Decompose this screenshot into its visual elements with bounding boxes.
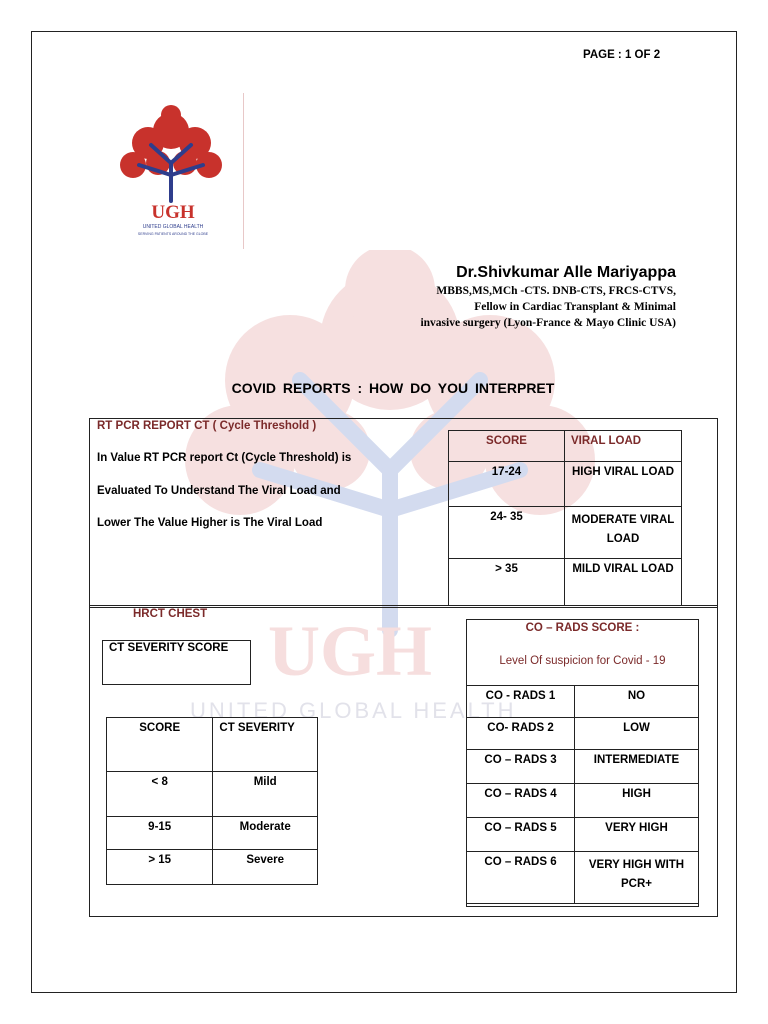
hrct-heading: HRCT CHEST [133, 608, 208, 620]
table-cell: Moderate [213, 817, 318, 850]
doctor-qualification-line: invasive surgery (Lyon-France & Mayo Clinic USA) [420, 317, 676, 329]
logo-name: UNITED GLOBAL HEALTH [142, 224, 204, 230]
logo-wordmark: UGH [151, 202, 195, 223]
table-header-cell: SCORE [449, 431, 565, 462]
table-cell: CO – RADS 4 [467, 784, 575, 818]
table-cell: NO [575, 686, 699, 718]
rtpcr-text-line: Lower The Value Higher is The Viral Load [97, 517, 323, 529]
doctor-qualification-line: MBBS,MS,MCh -CTS. DNB-CTS, FRCS-CTVS, [436, 285, 676, 297]
table-cell: 9-15 [107, 817, 213, 850]
table-cell: > 15 [107, 850, 213, 885]
table-row [467, 686, 699, 718]
table-cell: < 8 [107, 772, 213, 817]
table-cell: 17-24 [449, 462, 565, 507]
table-cell: VERY HIGH WITH PCR+ [575, 852, 699, 904]
ugh-logo [103, 93, 244, 249]
doctor-qualification-line: Fellow in Cardiac Transplant & Minimal [474, 301, 676, 313]
page-title: COVID REPORTS : HOW DO YOU INTERPRET [231, 380, 555, 396]
ct-severity-table [106, 717, 318, 885]
table-header-row [449, 431, 682, 462]
watermark-wordmark: UGH [268, 611, 433, 691]
table-cell: CO- RADS 2 [467, 718, 575, 750]
table-cell: Mild [213, 772, 318, 817]
table-cell: MILD VIRAL LOAD [565, 559, 682, 606]
table-row [449, 559, 682, 606]
table-row [449, 462, 682, 507]
table-cell: MODERATE VIRAL LOAD [565, 507, 682, 559]
page-number: PAGE : 1 OF 2 [583, 49, 661, 61]
table-cell: HIGH VIRAL LOAD [565, 462, 682, 507]
table-cell: CO – RADS 6 [467, 852, 575, 904]
viral-load-table [448, 430, 682, 606]
corads-table [466, 685, 699, 904]
table-row [467, 750, 699, 784]
rtpcr-text-line: Evaluated To Understand The Viral Load and [97, 485, 341, 497]
table-header-cell: SCORE [107, 718, 213, 772]
corads-subtitle: Level Of suspicion for Covid - 19 [499, 655, 666, 667]
table-header-cell: CT SEVERITY [213, 718, 318, 772]
table-header-cell: VIRAL LOAD [565, 431, 682, 462]
table-cell: CO – RADS 3 [467, 750, 575, 784]
table-row [467, 852, 699, 904]
doctor-name: Dr.Shivkumar Alle Mariyappa [456, 264, 676, 281]
rtpcr-text-line: In Value RT PCR report Ct (Cycle Threshold) is [97, 452, 352, 464]
rtpcr-heading: RT PCR REPORT CT ( Cycle Threshold ) [97, 420, 317, 432]
table-row [107, 850, 318, 885]
logo-tagline: SERVING PATIENTS AROUND THE GLOBE [137, 232, 209, 236]
table-cell: Severe [213, 850, 318, 885]
table-cell: INTERMEDIATE [575, 750, 699, 784]
tree-logo-icon [103, 93, 243, 249]
table-cell: CO – RADS 5 [467, 818, 575, 852]
table-row [449, 507, 682, 559]
table-row [467, 818, 699, 852]
table-cell: LOW [575, 718, 699, 750]
table-row [107, 817, 318, 850]
table-cell: CO - RADS 1 [467, 686, 575, 718]
table-cell: > 35 [449, 559, 565, 606]
table-cell: 24- 35 [449, 507, 565, 559]
table-cell: HIGH [575, 784, 699, 818]
watermark-name: UNITED GLOBAL HEALTH [190, 698, 517, 723]
ct-severity-score-box: CT SEVERITY SCORE [102, 640, 251, 685]
table-row [467, 784, 699, 818]
table-cell: VERY HIGH [575, 818, 699, 852]
table-row [107, 772, 318, 817]
table-row [467, 718, 699, 750]
table-header-row [107, 718, 318, 772]
corads-title: CO – RADS SCORE : [525, 622, 640, 634]
